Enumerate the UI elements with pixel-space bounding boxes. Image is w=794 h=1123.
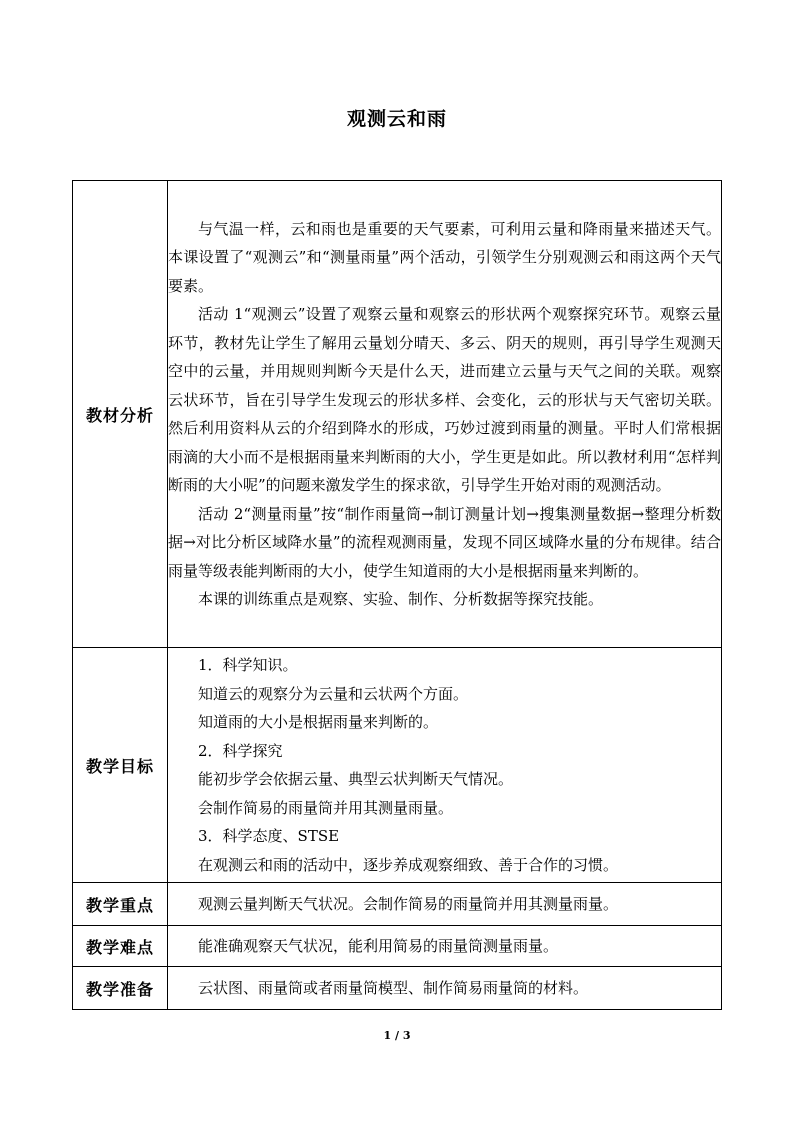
table-row [73,967,722,1010]
analysis-paragraph: 活动 2“测量雨量”按“制作雨量筒→制订测量计划→搜集测量数据→整理分析数据→对比分析区域降水量”的流程观测雨量，发现不同区域降水量的分布规律。结合雨量等级表能判断雨的大小，使学生知道雨的大小是根据雨量来判断的。 [168,504,721,580]
preparation-text: 云状图、雨量筒或者雨量筒模型、制作简易雨量筒的材料。 [198,978,589,997]
key-points-label: 教学重点 [73,883,168,926]
goals-line: 3．科学态度、STSE [198,827,340,845]
analysis-paragraph: 活动 1“观测云”设置了观察云量和观察云的形状两个观察探究环节。观察云量环节，教材先让学生了解用云量划分晴天、多云、阴天的规则，再引导学生观测天空中的云量，并用规则判断今天是什么天，进而建立云量与天气之间的关联。观察云状环节，旨在引导学生发现云的形状多样、会变化，云的形状与天气密切关联。然后利用资料从云的介绍到降水的形成，巧妙过渡到雨量的测量。平时人们常根据雨滴的大小而不是根据雨量来判断雨的大小，学生更是如此。所以教材利用“怎样判断雨的大小呢”的问题来激发学生的探求欲，引导学生开始对雨的观测活动。 [168,305,721,494]
goals-line: 2．科学探究 [198,741,283,760]
goals-line: 能初步学会依据云量、典型云状判断天气情况。 [198,770,514,788]
key-points-text: 观测云量判断天气状况。会制作简易的雨量筒并用其测量雨量。 [198,894,619,913]
preparation-content [168,967,722,1010]
analysis-paragraph: 与气温一样，云和雨也是重要的天气要素，可利用云量和降雨量来描述天气。本课设置了“观测云”和“测量雨量”两个活动，引领学生分别观测云和雨这两个天气要素。 [168,219,721,295]
page-title: 观测云和雨 [346,108,447,130]
goals-line: 会制作简易的雨量筒并用其测量雨量。 [198,798,454,817]
analysis-paragraph: 本课的训练重点是观察、实验、制作、分析数据等探究技能。 [198,590,604,608]
goals-label: 教学目标 [73,648,168,883]
difficulties-text: 能准确观察天气状况，能利用简易的雨量筒测量雨量。 [198,936,559,955]
table-row [73,926,722,967]
goals-line: 1．科学知识。 [198,656,298,674]
table-row [73,648,722,883]
goals-content [168,648,722,883]
page-number: 1 / 3 [383,1029,411,1042]
analysis-content [168,181,722,648]
goals-line: 知道云的观察分为云量和云状两个方面。 [198,684,469,703]
table-row [73,883,722,926]
lesson-plan-table [72,180,722,1010]
goals-line: 在观测云和雨的活动中，逐步养成观察细致、善于合作的习惯。 [198,855,619,874]
goals-line: 知道雨的大小是根据雨量来判断的。 [198,713,439,731]
preparation-label: 教学准备 [73,967,168,1010]
table-row [73,181,722,648]
difficulties-content [168,926,722,967]
key-points-content [168,883,722,926]
analysis-label: 教材分析 [73,181,168,648]
difficulties-label: 教学难点 [73,926,168,967]
